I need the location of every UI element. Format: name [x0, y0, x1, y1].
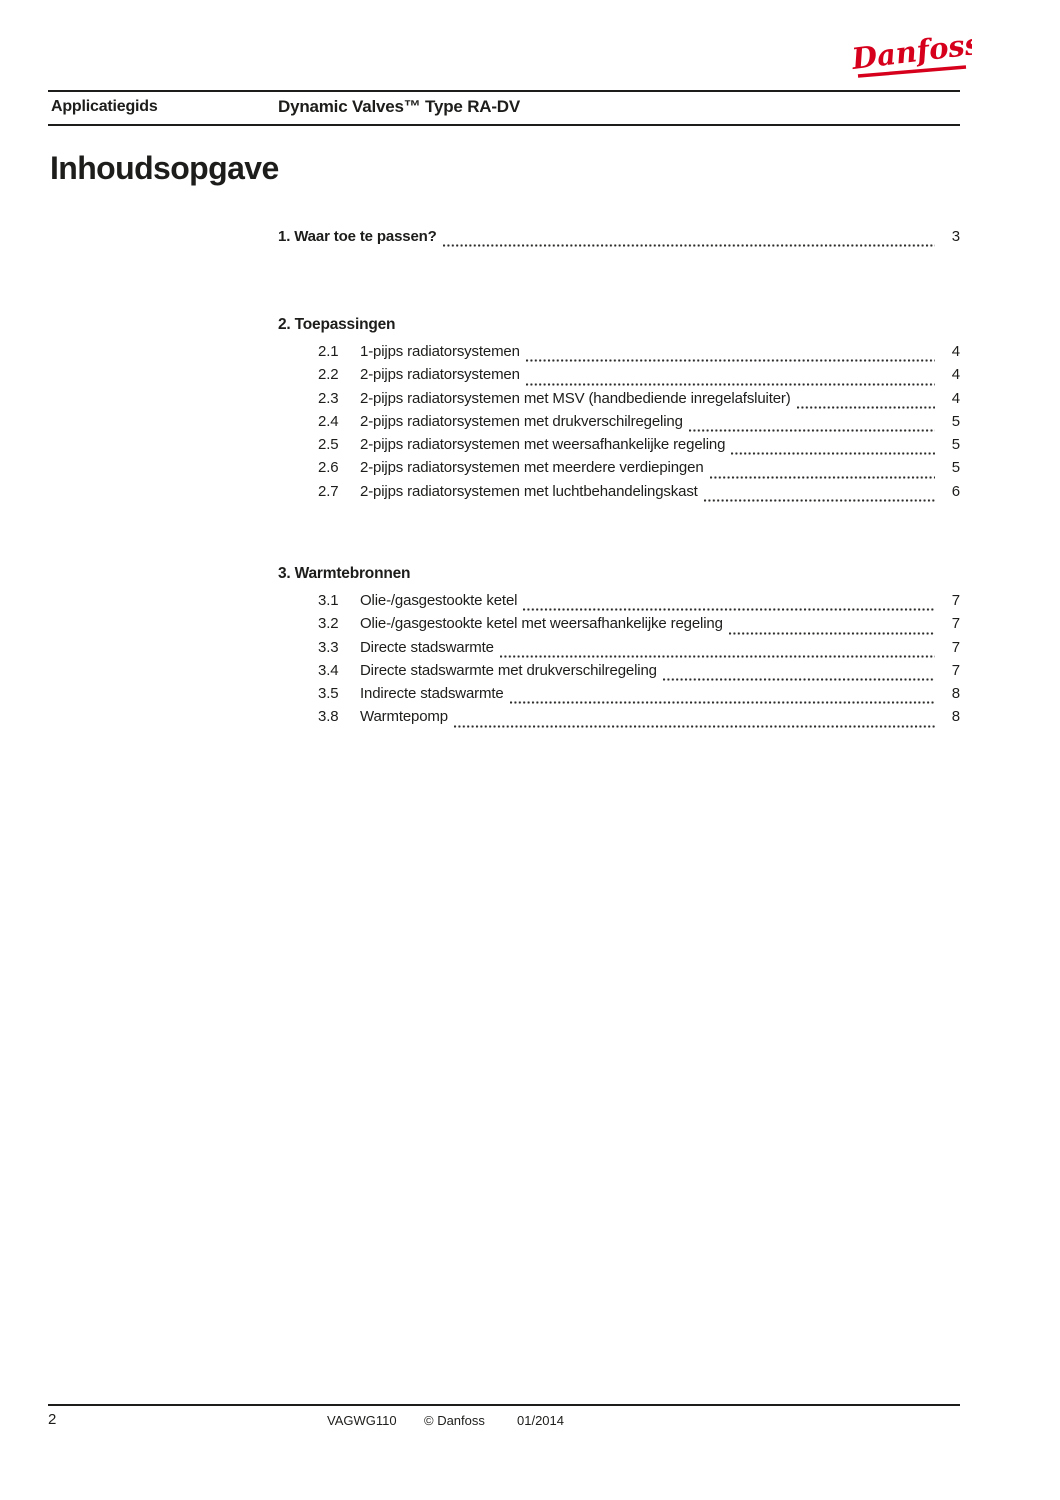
page-title: Inhoudsopgave: [50, 150, 279, 186]
toc-entry-label: Directe stadswarmte met drukverschilregeling: [360, 661, 657, 679]
toc-entry-label: 2-pijps radiatorsystemen met meerdere verdiepingen: [360, 459, 704, 477]
dotted-leader: [710, 476, 935, 479]
toc-entry-number: 2.4: [318, 412, 339, 430]
toc-entry-page: 5: [951, 436, 960, 453]
toc-entry-page: 8: [951, 708, 960, 726]
dotted-leader: [510, 701, 935, 704]
toc-entry[interactable]: [278, 615, 960, 638]
danfoss-logo: [848, 26, 972, 84]
dotted-leader: [454, 725, 935, 728]
dotted-leader: [500, 655, 935, 658]
dotted-leader: [729, 632, 935, 635]
table-of-contents: [278, 228, 960, 726]
dotted-leader: [704, 499, 935, 502]
danfoss-logo-graphic: [848, 26, 972, 84]
toc-entry[interactable]: [278, 592, 960, 615]
toc-entry[interactable]: [278, 390, 960, 413]
toc-entry-number: 2.3: [318, 389, 339, 407]
header-rule-bottom: [48, 124, 960, 126]
toc-entry[interactable]: [278, 343, 960, 366]
toc-entry-number: 3.5: [318, 685, 339, 702]
footer-rule: [48, 1404, 960, 1406]
toc-section-toepassingen: [278, 316, 960, 506]
dotted-leader: [526, 383, 935, 386]
toc-entry-page: 6: [951, 482, 960, 500]
toc-entry-page: 7: [951, 661, 960, 679]
toc-entry-page: 4: [951, 343, 960, 360]
toc-entry-label: Directe stadswarmte: [360, 638, 494, 656]
footer-doc-code: VAGWG110: [327, 1413, 397, 1428]
toc-entry-label: Olie-/gasgestookte ketel met weersafhankelijke regeling: [360, 615, 723, 633]
toc-entry-page: 4: [951, 389, 960, 407]
toc-entry[interactable]: [278, 436, 960, 459]
toc-entry-page: 5: [951, 412, 960, 430]
toc-entry-number: 3.8: [318, 708, 339, 726]
toc-entry[interactable]: [278, 459, 960, 482]
header-doc-type: Applicatiegids: [51, 98, 158, 115]
toc-entry-number: 3.3: [318, 638, 339, 656]
dotted-leader: [797, 406, 935, 409]
header-product-title: Dynamic Valves™ Type RA-DV: [278, 97, 521, 116]
toc-section-heading: 2. Toepassingen: [278, 316, 396, 333]
footer-copyright: © Danfoss: [424, 1413, 485, 1428]
toc-entry-page: 8: [951, 685, 960, 702]
header-rule-top: [48, 90, 960, 92]
toc-entry[interactable]: [278, 483, 960, 506]
toc-entry-number: 2.2: [318, 366, 339, 384]
toc-entry[interactable]: [278, 413, 960, 436]
toc-entry[interactable]: [278, 685, 960, 708]
footer-date: 01/2014: [517, 1413, 564, 1428]
toc-entry-page: 7: [951, 592, 960, 609]
toc-entry-label: Indirecte stadswarmte: [360, 685, 504, 702]
toc-entry-number: 3.4: [318, 661, 339, 679]
toc-entry[interactable]: [278, 639, 960, 662]
toc-entry-page: 7: [951, 615, 960, 633]
toc-entry[interactable]: [278, 662, 960, 685]
toc-entry-label: Warmtepomp: [360, 708, 448, 726]
toc-section-heading: 3. Warmtebronnen: [278, 565, 411, 582]
toc-entry[interactable]: [278, 366, 960, 389]
dotted-leader: [526, 359, 935, 362]
toc-entry-number: 2.7: [318, 482, 339, 500]
toc-entry-page: 4: [951, 366, 960, 384]
toc-entry-label: 1. Waar toe te passen?: [278, 228, 437, 245]
toc-entry-number: 3.2: [318, 615, 339, 633]
danfoss-logo-text: Danfoss: [849, 26, 972, 76]
toc-entry-page: 7: [951, 638, 960, 656]
toc-entry-page: 5: [951, 459, 960, 477]
toc-entry-label: 2-pijps radiatorsystemen met luchtbehandelingskast: [360, 482, 698, 500]
toc-entry-label: 2-pijps radiatorsystemen met MSV (handbediende inregelafsluiter): [360, 389, 791, 407]
toc-entry-number: 2.1: [318, 343, 339, 360]
toc-entry[interactable]: [278, 708, 960, 731]
dotted-leader: [663, 678, 935, 681]
toc-entry-label: 1-pijps radiatorsystemen: [360, 343, 520, 360]
toc-entry-number: 2.6: [318, 459, 339, 477]
toc-entry-label: 2-pijps radiatorsystemen: [360, 366, 520, 384]
toc-entry-label: 2-pijps radiatorsystemen met weersafhankelijke regeling: [360, 436, 726, 453]
toc-entry-page: 3: [951, 228, 960, 245]
toc-entry-label: Olie-/gasgestookte ketel: [360, 592, 518, 609]
dotted-leader: [523, 608, 935, 611]
dotted-leader: [689, 429, 935, 432]
page-number: 2: [48, 1411, 57, 1428]
toc-entry-number: 2.5: [318, 436, 339, 453]
dotted-leader: [443, 244, 935, 247]
toc-entry-waar-toe-te-passen[interactable]: [278, 228, 960, 251]
toc-section-warmtebronnen: [278, 565, 960, 732]
toc-entry-label: 2-pijps radiatorsystemen met drukverschilregeling: [360, 412, 683, 430]
dotted-leader: [731, 452, 935, 455]
toc-entry-number: 3.1: [318, 592, 339, 609]
